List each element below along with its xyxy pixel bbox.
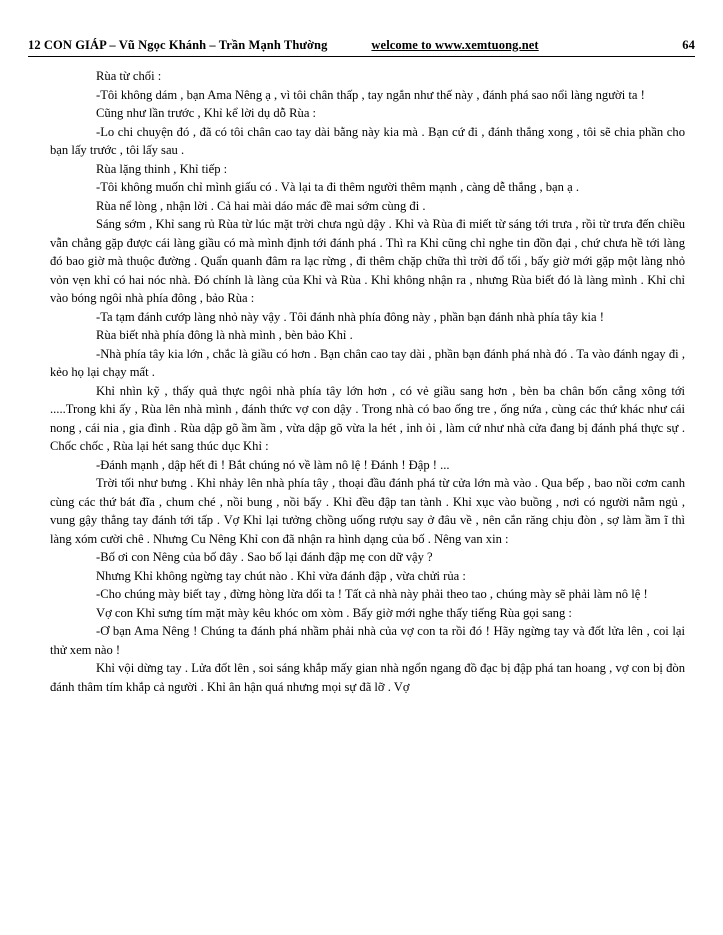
- paragraph: -Lo chi chuyện đó , đã có tôi chân cao tay dài bằng này kia mà . Bạn cứ đi , đánh thắng xong , tôi sẽ chia phần cho bạn lấy trước , tôi lấy sau .: [50, 124, 685, 157]
- paragraph: Rùa biết nhà phía đông là nhà mình , bèn bảo Khỉ .: [96, 328, 353, 342]
- page-number: 64: [682, 38, 695, 52]
- paragraph: -Tôi không dám , bạn Ama Nêng ạ , vì tôi chân thấp , tay ngắn như thế này , đánh phá sao nổi làng người ta !: [96, 87, 645, 102]
- paragraph: -Bố ơi con Nêng của bố đây . Sao bố lại đánh đập mẹ con dữ vậy ?: [96, 550, 433, 564]
- paragraph: -Ơ bạn Ama Nêng ! Chúng ta đánh phá nhầm phải nhà của vợ con ta rồi đó ! Hãy ngừng tay và đốt lửa lên , coi lại thử xem nào !: [50, 624, 685, 657]
- paragraph: -Tôi không muốn chỉ mình giấu có . Và lại ta đi thêm người thêm mạnh , càng dễ thắng , bạn ạ .: [96, 180, 579, 194]
- paragraph: -Nhà phía tây kia lớn , chắc là giầu có hơn . Bạn chân cao tay dài , phần bạn đánh phá nhà đó . Ta vào đánh ngay đi , kẻo họ lại chạy mất .: [50, 346, 685, 379]
- header-website-link[interactable]: welcome to www.xemtuong.net: [371, 38, 539, 52]
- paragraph: Sáng sớm , Khỉ sang rủ Rùa từ lúc mặt trời chưa ngủ dậy . Khỉ và Rùa đi miết từ sáng tới trưa , rồi từ trưa đến chiều vẫn chẳng gặp được cái làng giầu có mà mình định tới đánh phá . Thì ra Khỉ cũng chỉ nghe tin đồn đại , chứ chưa hề tới làng đó bao giờ mà thuộc đường . Quẩn quanh đâm ra lạc rừng , đi thêm chặp chữa thì trời đổ tối , bấy giờ mới gặp một làng nhỏ vỏn vẹn khỉ có hai nóc nhà. Đó chính là làng của Khỉ và Rùa . Khỉ không nhận ra , nhưng Rùa biết đó là làng mình . Khỉ chỉ vào bóng ngôi nhà phía đông , bảo Rùa :: [50, 217, 685, 305]
- paragraph: Cũng như lần trước , Khỉ kể lời dụ dỗ Rùa :: [96, 106, 317, 120]
- paragraph: -Đánh mạnh , dập hết đi ! Bắt chúng nó về làm nô lệ ! Đánh ! Đập ! ...: [96, 457, 450, 472]
- paragraph: Nhưng Khỉ không ngừng tay chút nào . Khỉ vừa đánh đập , vừa chửi rủa :: [96, 568, 466, 583]
- header-title: 12 CON GIÁP – Vũ Ngọc Khánh – Trần Mạnh Thường: [28, 38, 328, 52]
- page-header: [28, 38, 695, 53]
- paragraph: Trời tối như bưng . Khỉ nhảy lên nhà phía tây , thoại đầu đánh phá từ cửa lớn mà vào . Qua bếp , bao nồi cơm canh cùng các thứ bát đĩa , chum ché , nồi bung , nồi bấy . Khỉ đều đập tan tành . Khỉ xục vào buồng , nơi có người nằm ngủ , vung gậy thẳng tay đánh tới tấp . Vợ Khỉ lại tưởng chồng uống rượu say ở đâu về , nên cắn răng chịu đòn , sợ làm ầm ĩ thì làng xóm cười chê . Nhưng Cu Nêng Khỉ con đã nhận ra hình dạng của bố . Nêng van xin :: [50, 476, 685, 546]
- paragraph: Khỉ vội dừng tay . Lửa đốt lên , soi sáng khắp mấy gian nhà ngổn ngang đồ đạc bị đập phá tan hoang , vợ con bị đòn đánh thâm tím khắp cả người . Khỉ ân hận quá nhưng mọi sự đã lỡ . Vợ: [50, 661, 685, 694]
- paragraph: Khỉ nhìn kỹ , thấy quả thực ngôi nhà phía tây lớn hơn , có vẻ giầu sang hơn , bèn ba chân bốn cẳng xông tới .....Trong khi ấy , Rùa lên nhà mình , đánh thức vợ con dậy . Trong nhà có bao ống tre , ống nứa , cùng các thứ khác như cái nong , cái nia , gia đình . Rùa dập gõ ầm ầm , vừa dập gõ vừa la hét , inh ỏi , làm cứ như nhà cửa đang bị đánh phá thực sự . Chốc chốc , Rùa lại hét sang thúc dục Khỉ :: [50, 383, 685, 453]
- paragraph: -Ta tạm đánh cướp làng nhỏ này vậy . Tôi đánh nhà phía đông này , phần bạn đánh nhà phía tây kia !: [96, 309, 604, 324]
- paragraph: Rùa từ chối :: [96, 69, 162, 83]
- paragraph: -Cho chúng mày biết tay , đừng hòng lừa dối ta ! Tất cả nhà này phải theo tao , chúng mày sẽ phải làm nô lệ !: [96, 587, 648, 601]
- document-body: [28, 67, 695, 696]
- paragraph: Rùa lặng thinh , Khỉ tiếp :: [96, 161, 228, 176]
- header-divider: [28, 56, 695, 57]
- paragraph: Rùa nể lòng , nhận lời . Cả hai mài dáo mác đề mai sớm cùng đi .: [96, 198, 426, 213]
- paragraph: Vợ con Khỉ sưng tím mặt mày kêu khóc om xòm . Bấy giờ mới nghe thấy tiếng Rùa gọi sang :: [96, 605, 572, 620]
